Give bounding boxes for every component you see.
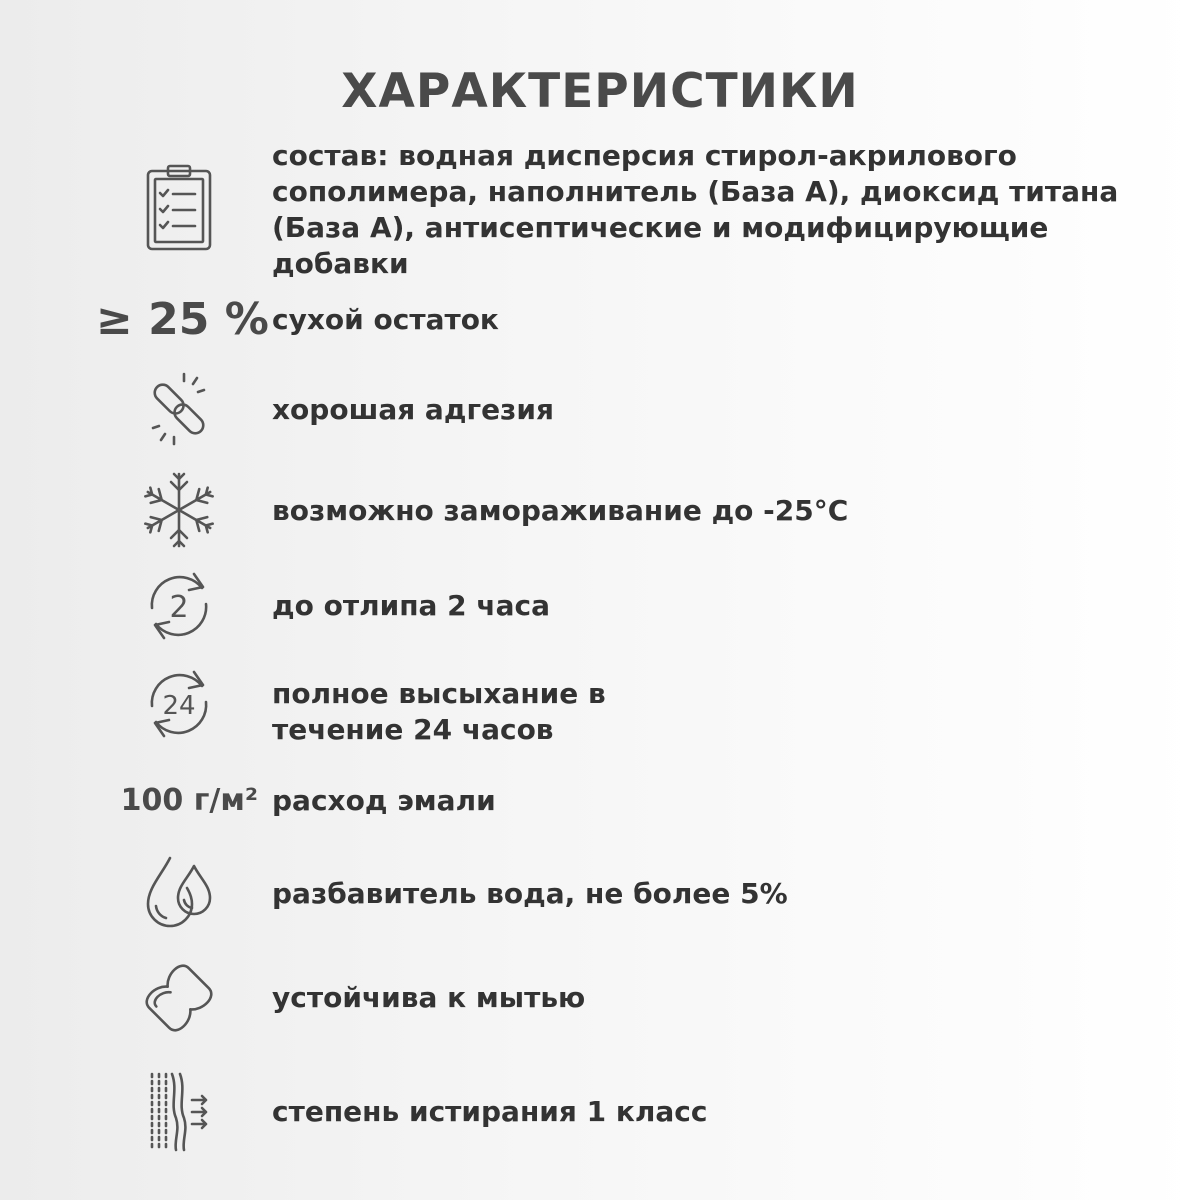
- abrasion-surface-icon: [108, 1070, 250, 1154]
- refresh-icon-label: 24: [162, 691, 196, 721]
- snowflake-icon: [108, 470, 250, 550]
- refresh-2-icon: [108, 568, 250, 644]
- item-text: хорошая адгезия: [272, 393, 554, 426]
- refresh-24-icon: [108, 666, 250, 742]
- item-text: до отлипа 2 часа: [272, 589, 551, 622]
- clipboard-checklist-icon: [108, 162, 250, 254]
- item-text: полное высыхание в течение 24 часов: [272, 677, 606, 746]
- item-text: состав: водная дисперсия стирол-акрилового сополимера, наполнитель (База А), диоксид титана (База А), антисептические и модифицирующие добавки: [272, 139, 1119, 280]
- water-drops-icon: [108, 852, 250, 932]
- page-title: ХАРАКТЕРИСТИКИ: [341, 64, 859, 119]
- refresh-icon-label: 2: [169, 590, 189, 625]
- item-text: разбавитель вода, не более 5%: [272, 877, 788, 910]
- item-text: устойчива к мытью: [272, 981, 586, 1014]
- item-text: сухой остаток: [272, 303, 499, 336]
- consumption-badge: 100 г/м²: [120, 783, 258, 818]
- sponge-icon: [108, 958, 250, 1038]
- dry-residue-badge: ≥ 25 %: [96, 294, 269, 345]
- item-text: степень истирания 1 класс: [272, 1095, 708, 1128]
- chain-link-icon: [108, 370, 250, 448]
- item-text: возможно замораживание до -25°C: [272, 494, 849, 527]
- item-text: расход эмали: [272, 784, 496, 817]
